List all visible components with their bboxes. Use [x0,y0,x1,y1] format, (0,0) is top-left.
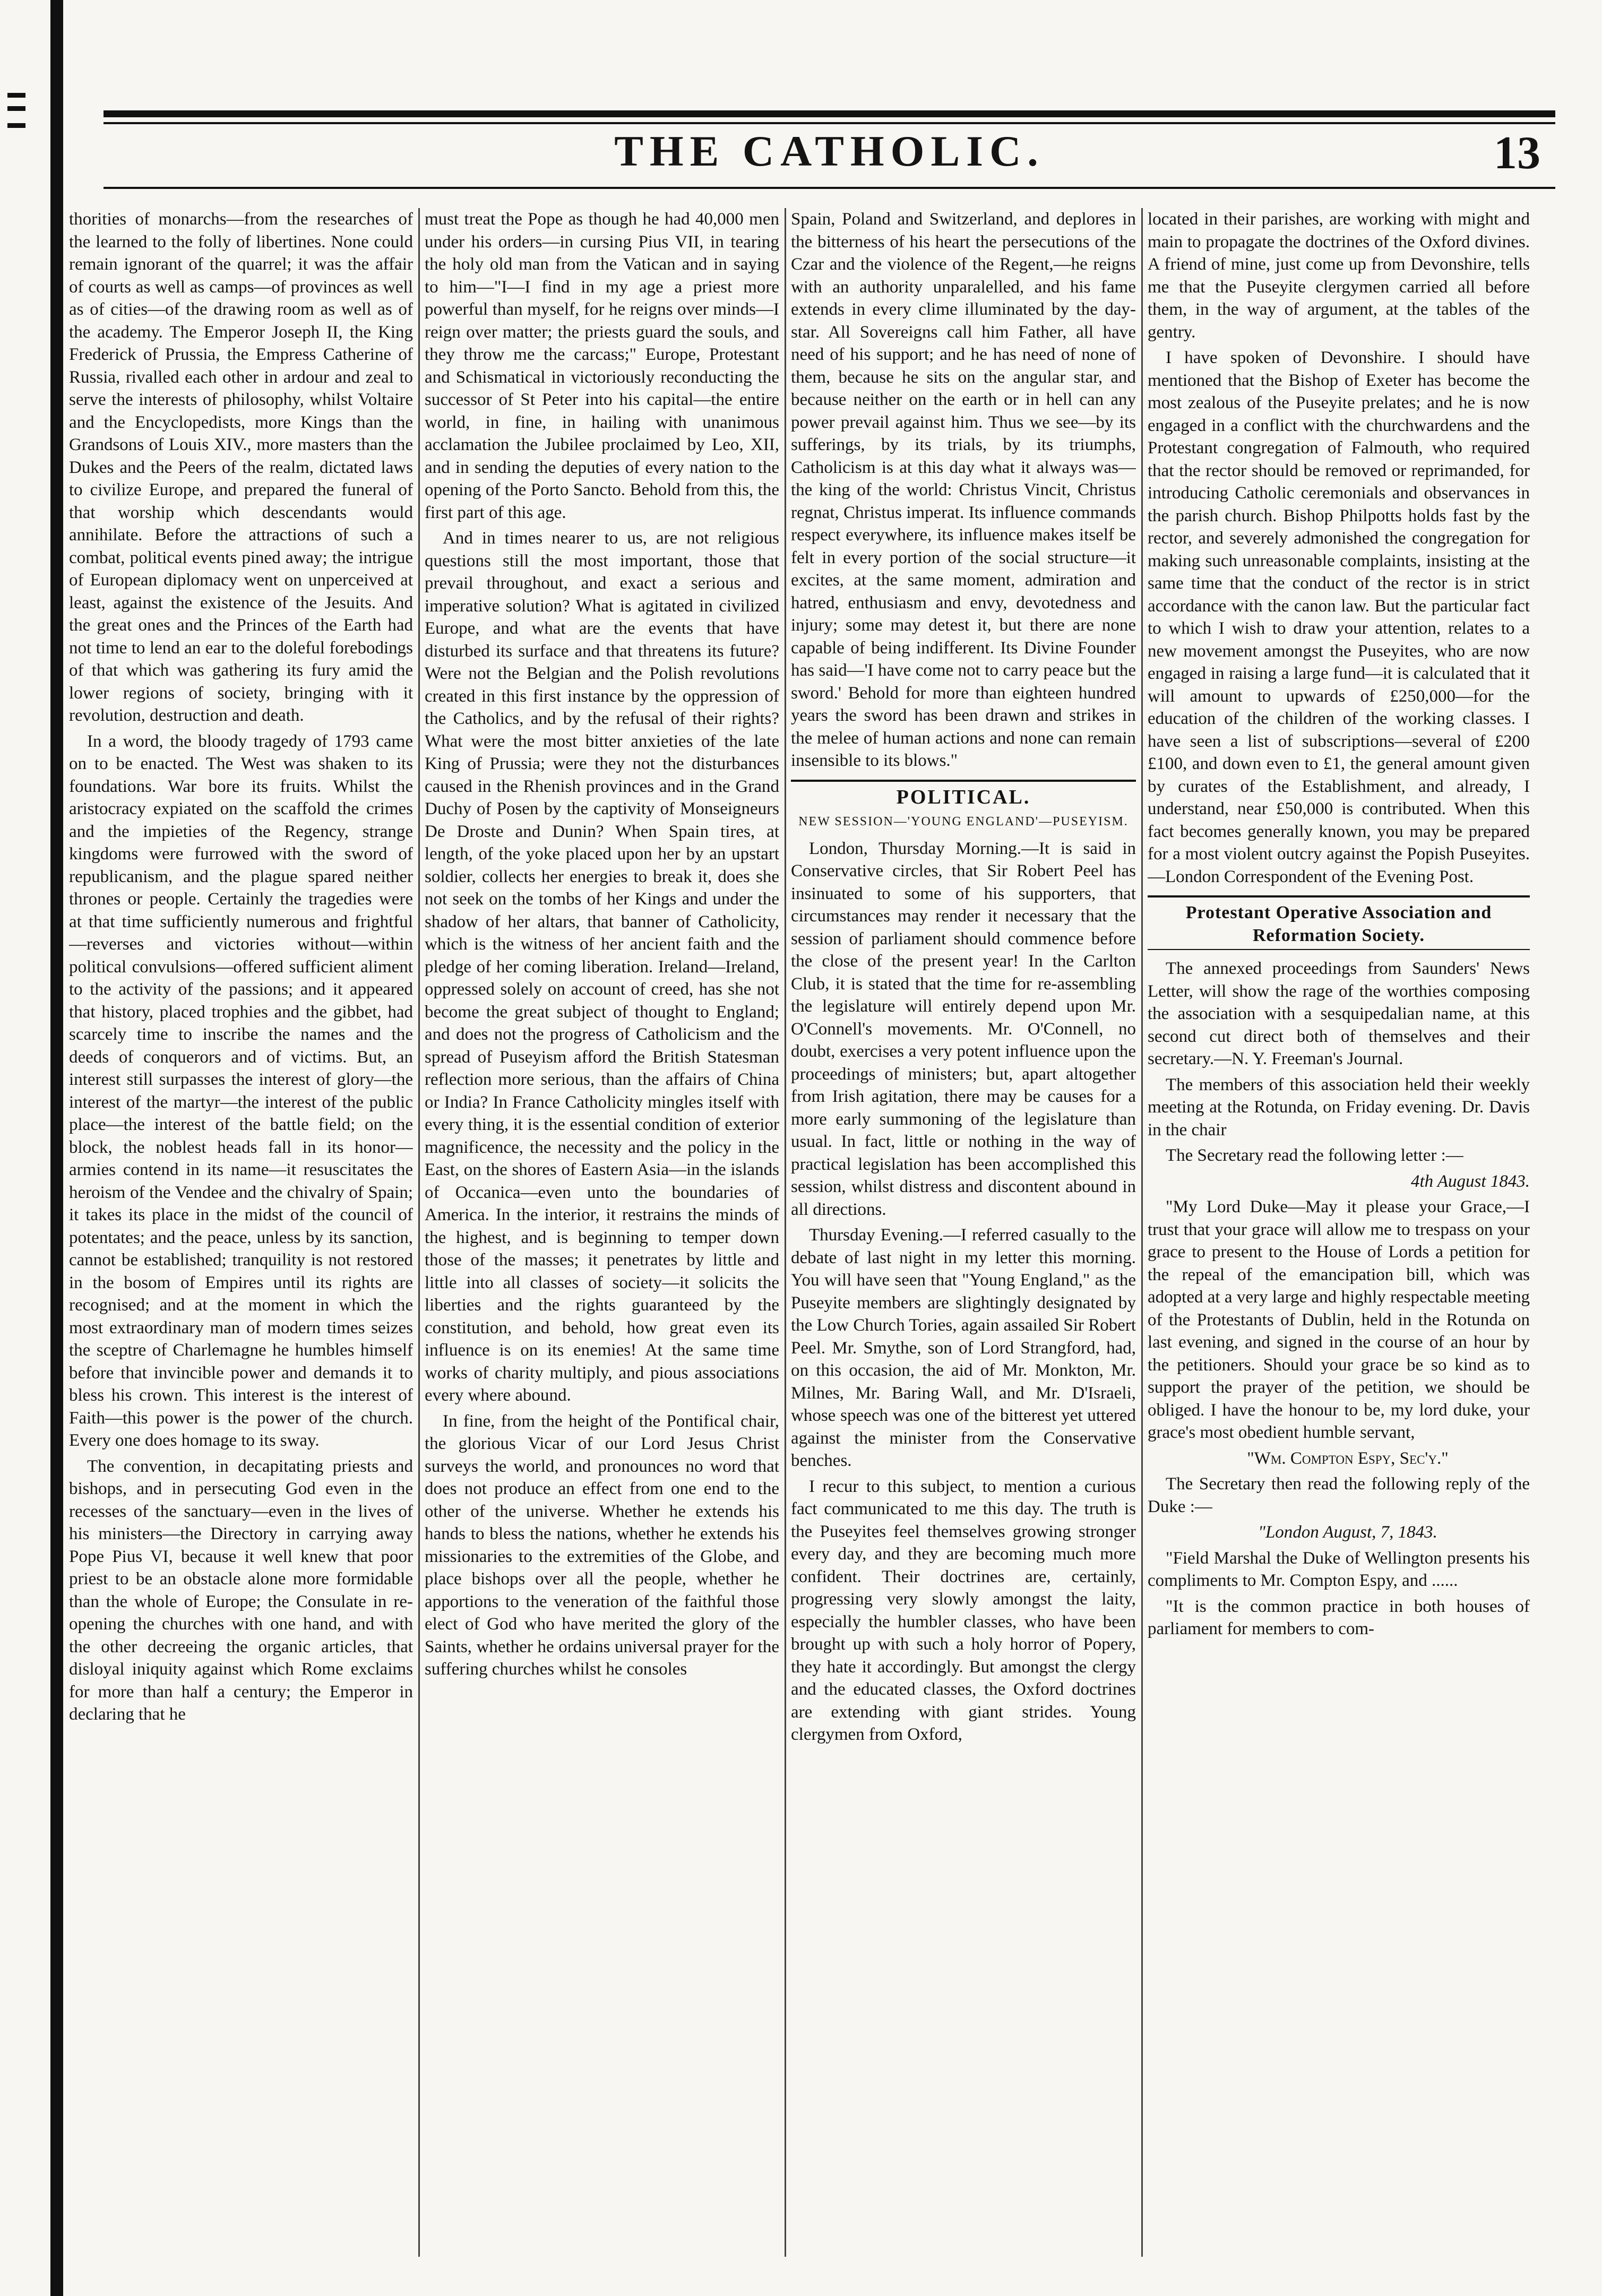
page-number: 13 [1494,127,1540,179]
masthead [104,125,1555,184]
section-rule [1148,949,1530,950]
paragraph: The members of this association held their weekly meeting at the Rotunda, on Friday evening. Dr. Davis in the chair [1148,1075,1530,1140]
paragraph: Spain, Poland and Switzerland, and deplores in the bitterness of his heart the persecutions of the Czar and the violence of the Regent,—he reigns with an authority unparalelled, and his fame extends in every clime illuminated by the day-star. All Sovereigns call him Father, all have need of his support; and he has need of none of them, because he sits on the angular star, and because neither on the earth or in hell can any power prevail against him. Thus we see—by its sufferings, by its trials, by its triumphs, Catholicism is at this day what it always was—the king of the world: Christus Vincit, Christus regnat, Christus imperat. Its influence commands respect everywhere, its influence makes itself be felt in every portion of the social structure—it excites, at the same moment, admiration and hatred, enthusiasm and envy, devotedness and injury; some may detest it, but there are none capable of being indifferent. Its Divine Founder has said—'I have come not to carry peace but the sword.' Behold for more than eighteen hundred years the sword has been drawn and strikes in the melee of human actions and none can remain insensible to its blows." [791,210,1136,770]
reply-body: "Field Marshal the Duke of Wellington presents his compliments to Mr. Compton Espy, and ...... [1148,1548,1530,1590]
column-2 [425,208,779,2257]
reply-date: "London August, 7, 1843. [1258,1523,1437,1542]
section-rule [1148,895,1530,897]
column-divider [418,208,420,2257]
section-title-political: POLITICAL. [896,786,1031,808]
edge-mark [7,123,25,128]
paragraph: thorities of monarchs—from the researches of the learned to the folly of libertines. None could remain ignorant of the quarrel; it was the affair of courts as well as camps—of provinces as well as of cities—of the drawing room as well as of the academy. The Emperor Joseph II, the King Frederick of Prussia, the Empress Catherine of Russia, rivalled each other in ardour and zeal to serve the interests of philosophy, whilst Voltaire and the Encyclopedists, more Kings than the Grandsons of Louis XIV., more masters than the Dukes and the Peers of the realm, dictated laws to civilize Europe, and prepared the funeral of that worship which descendants would annihilate. Before the attractions of such a combat, political events pined away; the intrigue of European diplomacy went on unperceived at least, against the existence of the Jesuits. And the great ones and the Princes of the Earth had not time to lend an ear to the doleful forebodings of that which was gathering its fury amid the lower regions of society, bringing with it revolution, destruction and death. [69,210,413,725]
paragraph: Thursday Evening.—I referred casually to the debate of last night in my letter this morning. You will have seen that "Young England," as the Puseyite members are slightingly designated by the Low Church Tories, again assailed Sir Robert Peel. Mr. Smythe, son of Lord Strangford, had, on this occasion, the aid of Mr. Monkton, Mr. Milnes, Mr. Baring Wall, and Mr. D'Israeli, whose speech was one of the bitterest yet uttered against the minister from the Conservative benches. [791,1225,1136,1470]
paragraph: I have spoken of Devonshire. I should have mentioned that the Bishop of Exeter has become the most zealous of the Puseyite prelates; and he is now engaged in a conflict with the churchwardens and the Protestant congregation of Falmouth, who required that the rector should be removed or reprimanded, for introducing Catholic ceremonials and observances in the parish church. Bishop Philpotts holds fast by the rector, and severely admonished the congregation for making such unreasonable complaints, insisting at the same time that the conduct of the rector is in strict accordance with the canon law. But the particular fact to which I wish to draw your attention, relates to a new movement amongst the Puseyites, who are now engaged in raising a large fund—it is calculated that it will amount to upwards of £250,000—for the education of the children of the working classes. I have seen a list of subscriptions—several of £200 £100, and down even to £1, the general amount given by curates of the Establishment, and already, I understand, near £50,000 is contributed. When this fact becomes generally known, you may be prepared for a most violent outcry against the Popish Puseyites.—London Correspondent of the Evening Post. [1148,348,1530,886]
paragraph: London, Thursday Morning.—It is said in Conservative circles, that Sir Robert Peel has insinuated to some of his supporters, that circumstances may render it necessary that the session of parliament should commence before the close of the present year! In the Carlton Club, it is stated that the time for re-assembling the legislature will entirely depend upon Mr. O'Connell's movements. Mr. O'Connell, no doubt, exercises a very potent influence upon the proceedings of ministers; but, apart altogether from Irish agitation, there may be causes for a more early summoning of the legislature than usual. In fact, little or nothing in the way of practical legislation has been accomplished this session, whilst distress and discontent abound in all directions. [791,839,1136,1219]
masthead-title: THE CATHOLIC. [614,127,1045,175]
column-divider [1141,208,1143,2257]
paragraph: And in times nearer to us, are not religious questions still the most important, those that prevail throughout, and exact a serious and imperative solution? What is agitated in civilized Europe, and what are the events that have disturbed its surface and that threatens its future? Were not the Belgian and the Polish revolutions created in this first instance by the oppression of the Catholics, and by the refusal of their rights? What were the most bitter anxieties of the late King of Prussia; were they not the disturbances caused in the Rhenish provinces and in the Grand Duchy of Posen by the captivity of Monseigneurs De Droste and Dunin? When Spain tires, at length, of the yoke placed upon her by an upstart soldier, collects her energies to break it, does she not seek on the tombs of her Kings and under the shadow of her altars, that banner of Catholicity, which is the witness of her ancient faith and the pledge of her coming liberation. Ireland—Ireland, oppressed solely on account of creed, has she not become the great subject of thought to England; and does not the progress of Catholicism and the spread of Puseyism afford the British Statesman reflection more serious, than the affairs of China or India? In France Catholicity mingles itself with every thing, it is the essential condition of exterior magnificence, the necessity and the policy in the East, on the shores of Eastern Asia—in the islands of Occanica—even unto the boundaries of America. In the interior, it restrains the minds of the highest, and is beginning to temper down those of the masses; it penetrates by little and little into all classes of society—it solicits the liberties and the rights guaranteed by the constitution, and behold, how great even its influence is on its enemies! At the same time works of charity multiply, and pious associations every where abound. [425,529,779,1405]
masthead-rule-thin [104,122,1555,124]
masthead-rule-top [104,110,1555,117]
edge-mark [7,106,25,111]
column-1 [69,208,413,2257]
paragraph: In fine, from the height of the Pontifical chair, the glorious Vicar of our Lord Jesus Christ surveys the world, and pronounces no word that does not produce an effect from one end to the other of the universe. Whether he extends his hands to bless the nations, whether he extends his missionaries to the extremities of the Globe, and place bishops over all the people, whether he apportions to the veneration of the faithful those elect of God who have merited the glory of the Saints, whether he ordains universal prayer for the suffering churches whilst he consoles [425,1411,779,1679]
paragraph: located in their parishes, are working with might and main to propagate the doctrines of the Oxford divines. A friend of mine, just come up from Devonshire, tells me that the Puseyite clergymen carried all before them, in the way of argument, at the tables of the gentry. [1148,210,1530,342]
column-4 [1148,208,1530,2257]
paragraph: The annexed proceedings from Saunders' News Letter, will show the rage of the worthies composing the association with a sesquipedalian name, at this second cut direct both of themselves and their secretary.—N. Y. Freeman's Journal. [1148,959,1530,1068]
paragraph: The Secretary read the following letter :— [1166,1146,1463,1165]
paragraph: must treat the Pope as though he had 40,000 men under his orders—in cursing Pius VII, in tearing the holy old man from the Vatican and in saying to him—"I—I find in my age a priest more powerful than myself, for he reigns over minds—I reign over matter; the priests guard the souls, and they throw me the carcass;" Europe, Protestant and Schismatical in victoriously reconducting the successor of St Peter into his capital—the entire world, in fine, in hailing with unanimous acclamation the Jubilee proclaimed by Leo, XII, and in sending the deputies of every nation to the opening of the Porto Sancto. Behold from this, the first part of this age. [425,210,779,522]
letter-signature: "Wm. Compton Espy, Sec'y." [1247,1448,1449,1468]
column-3 [791,208,1136,2257]
paragraph: "It is the common practice in both houses of parliament for members to com- [1148,1596,1530,1638]
section-rule [791,780,1136,782]
edge-mark [7,93,25,98]
section-subtitle: NEW SESSION—'YOUNG ENGLAND'—PUSEYISM. [798,815,1129,828]
paragraph: In a word, the bloody tragedy of 1793 came on to be enacted. The West was shaken to its foundations. War bore its fruits. Whilst the aristocracy expiated on the scaffold the crimes and the impieties of the Regency, strange kingdoms were furrowed with the sword of republicanism, and the plague spared neither thrones or people. Certainly the tragedies were at that time sufficiently numerous and frightful—reverses and victories without—within political convulsions—offered sufficient aliment to the activity of the passions; and it appeared that history, placed trophies and the gibbet, had scarcely time to inscribe the names and the deeds of conquerors and of victims. But, an interest still surpasses the interest of glory—the interest of the martyr—the interest of the public place—the interest of the battle field; on the block, the noblest heads fall in its honor—armies contend in its name—it resuscitates the heroism of the Vendee and the chivalry of Spain; it takes its place in the midst of the council of potentates; and the peace, unless by its sanction, cannot be established; tranquility is not restored in the bosom of Empires until its rights are recognised; and at the moment in which the most extraordinary man of modern times seizes the sceptre of Charlemagne he humbles himself before that invincible power and demands it to bless his crown. This interest is the interest of Faith—this power is the power of the church. Every one does homage to its sway. [69,731,413,1450]
letter-date: 4th August 1843. [1411,1171,1530,1191]
masthead-rule-bottom [104,187,1555,189]
gutter-bar [50,0,63,2296]
paragraph: The Secretary then read the following reply of the Duke :— [1148,1474,1530,1516]
letter-body: "My Lord Duke—May it please your Grace,—I trust that your grace will allow me to trespass on your grace to present to the House of Lords a petition for the repeal of the emancipation bill, which was adopted at a very large and highly respectable meeting of the Protestants of Dublin, held in the Rotunda on last evening, and signed in the course of an hour by the petitioners. Should your grace be so kind as to support the prayer of the petition, we should be obliged. I have the honour to be, my lord duke, your grace's most obedient humble servant, [1148,1197,1530,1442]
section-title-society: Protestant Operative Association and Reformation Society. [1185,903,1492,945]
column-divider [785,208,786,2257]
paragraph: The convention, in decapitating priests and bishops, and in persecuting God even in the recesses of the sanctuary—even in the lives of his ministers—the Directory in carrying away Pope Pius VI, because it well knew that poor priest to be an obstacle alone more formidable than the whole of Europe; the Consulate in re-opening the churches with one hand, and with the other decreeing the organic articles, that disloyal iniquity against which Rome exclaims for more than half a century; the Emperor in declaring that he [69,1456,413,1724]
paragraph: I recur to this subject, to mention a curious fact communicated to me this day. The truth is the Puseyites feel themselves growing stronger every day, and they are becoming much more confident. Their doctrines are, certainly, progressing very slowly amongst the laity, especially the humbler classes, who have been brought up with such a holy horror of Popery, they hate it accordingly. But amongst the clergy and the educated classes, the Oxford doctrines are extending with giant strides. Young clergymen from Oxford, [791,1477,1136,1744]
left-page-edge [0,0,74,2296]
